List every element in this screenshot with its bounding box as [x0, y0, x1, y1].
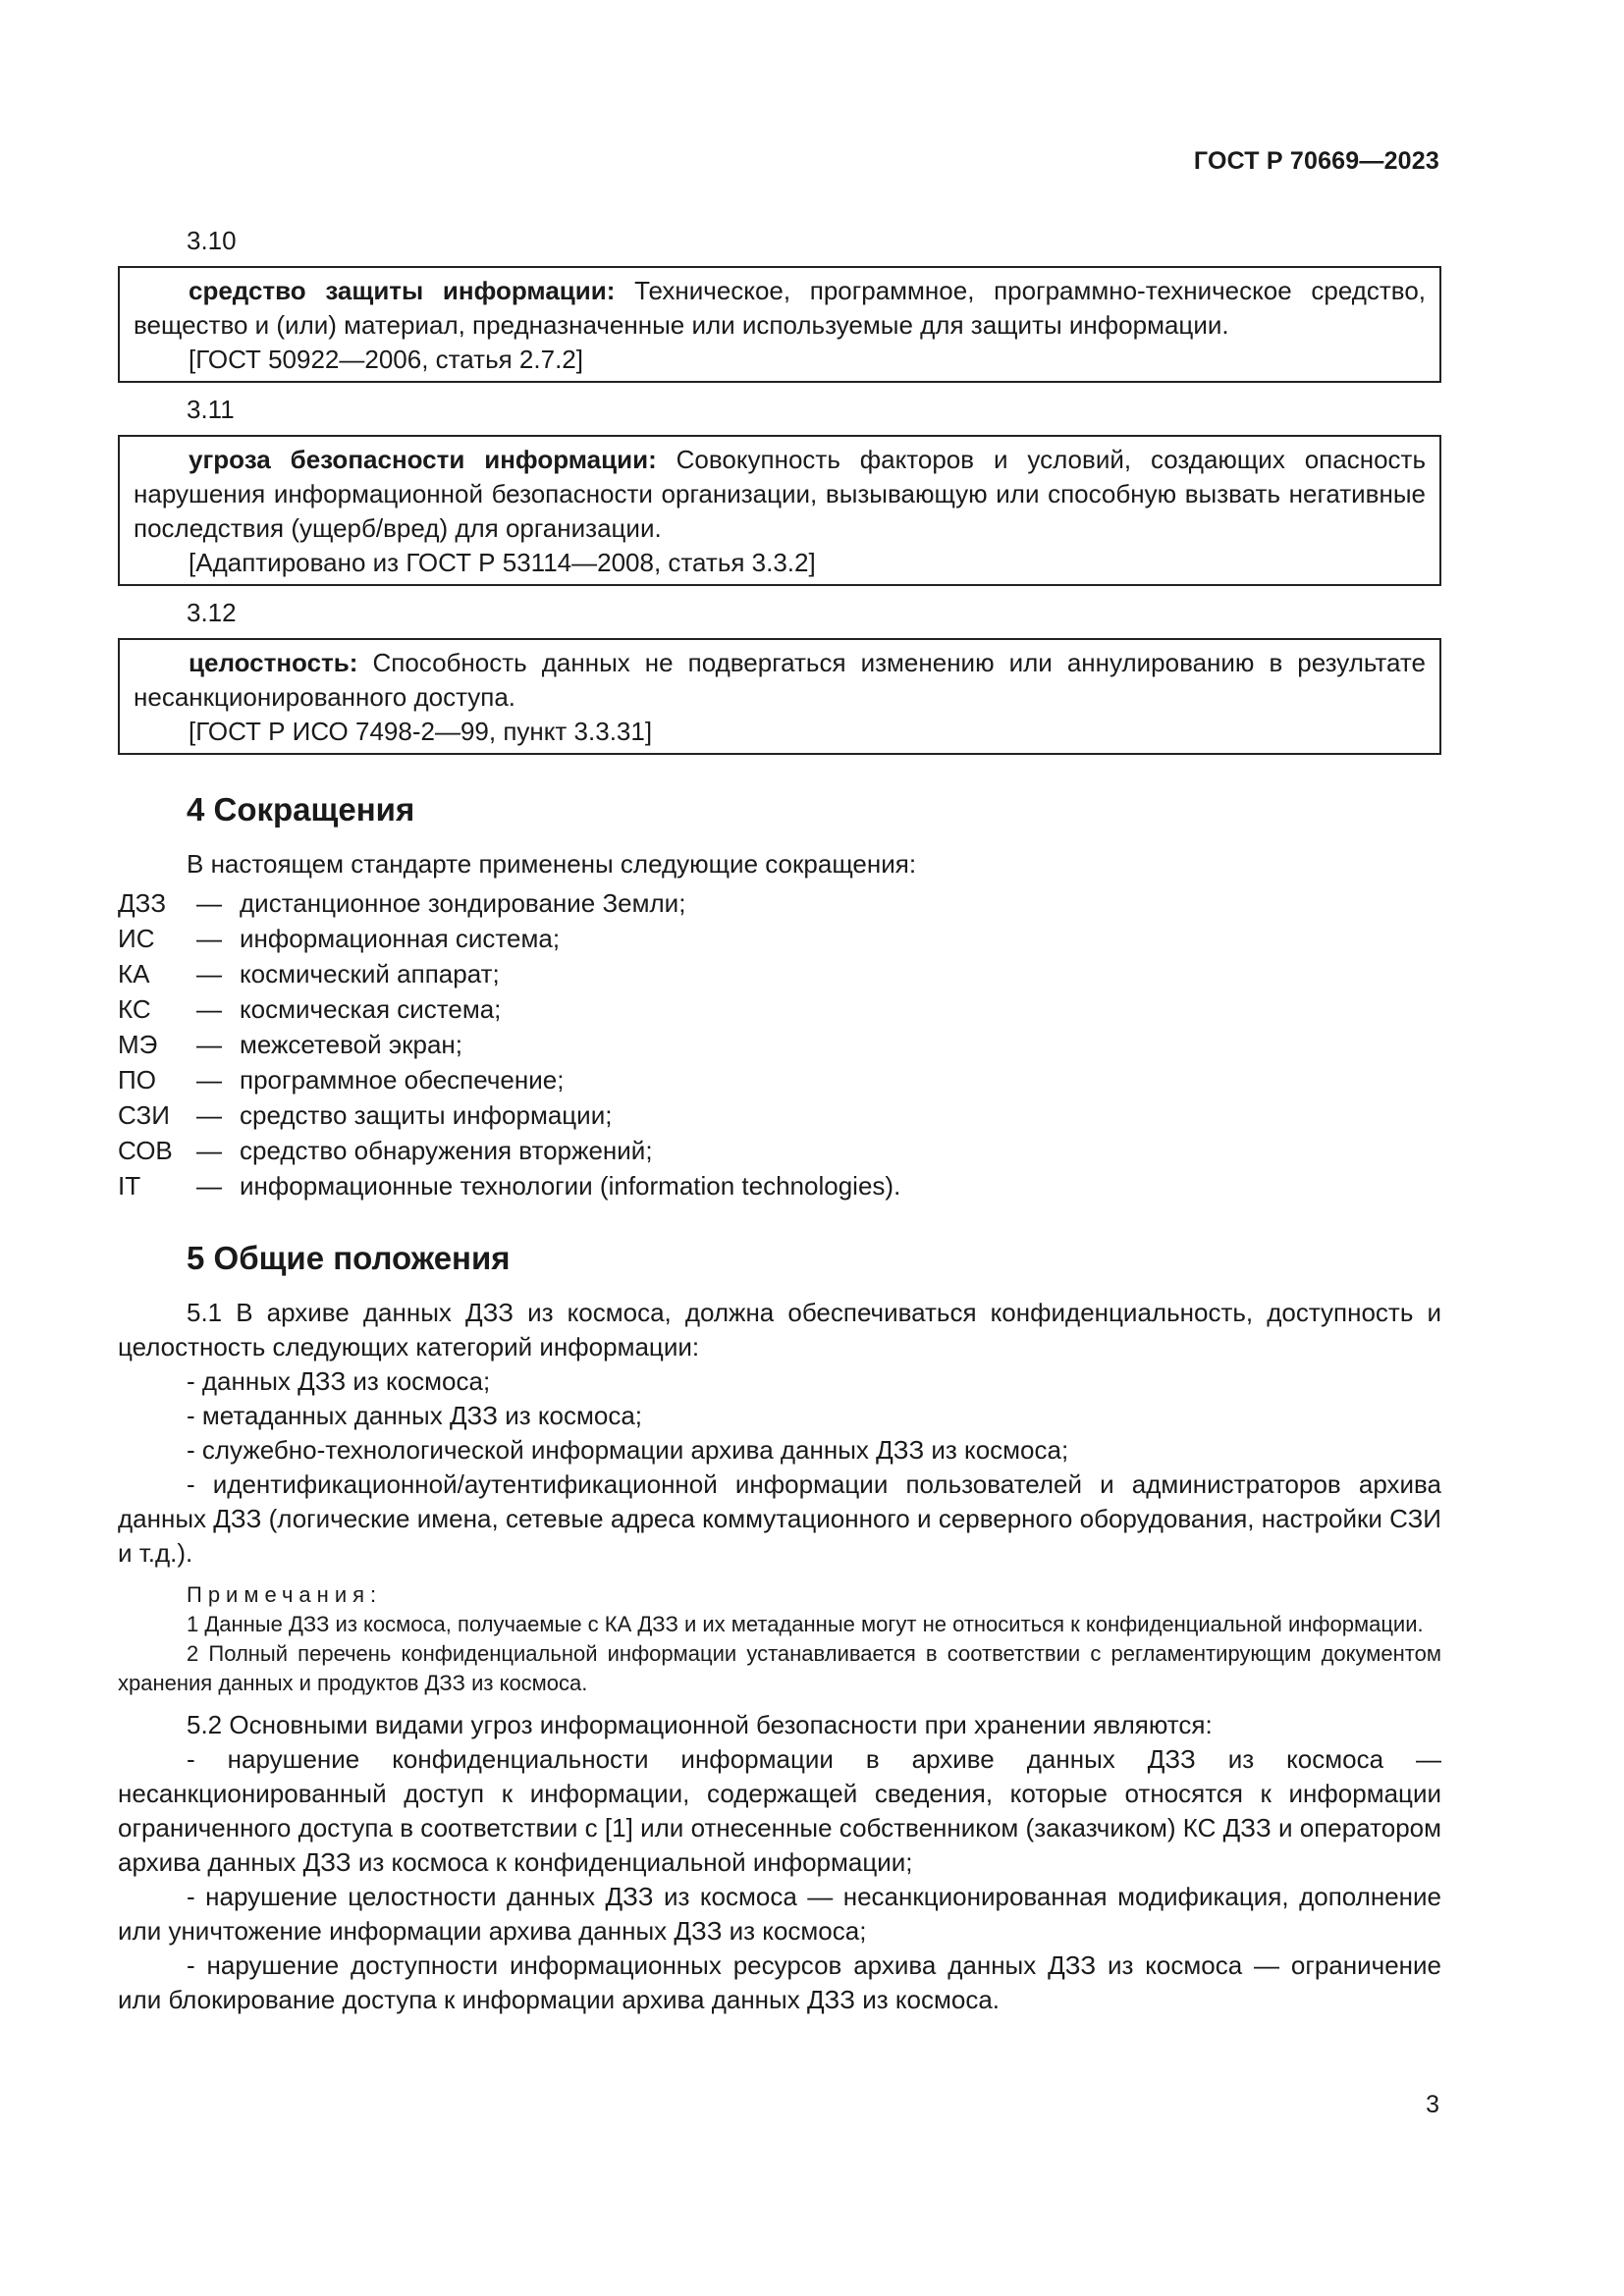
term-number: 3.12	[187, 598, 237, 627]
term-name: угроза безопасности информации:	[189, 445, 657, 474]
paragraph-5-1: 5.1 В архиве данных ДЗЗ из космоса, должна обеспечиваться конфиденциальность, доступность и целостность следующих категорий информации:	[118, 1298, 1441, 1362]
list-item: - служебно-технологической информации архива данных ДЗЗ из космоса;	[187, 1435, 1069, 1465]
paragraph-5-2: 5.2 Основными видами угроз информационной безопасности при хранении являются:	[187, 1710, 1213, 1739]
term-definition: Совокупность факторов и условий, создающих опасность нарушения информационной безопасности организации, вызывающую или способную вызвать негативные последствия (ущерб/вред) для организации.	[134, 445, 1426, 543]
abbreviation-meaning: средство обнаружения вторжений;	[240, 1136, 653, 1165]
abbreviation-dash: —	[196, 994, 222, 1024]
abbreviation-item	[118, 885, 1441, 921]
term-source: [ГОСТ Р ИСО 7498-2—99, пункт 3.3.31]	[189, 717, 653, 746]
section-heading: 5 Общие положения	[187, 1240, 511, 1276]
abbreviation-dash: —	[196, 1171, 222, 1201]
term-name: целостность:	[189, 648, 358, 677]
list-item: - нарушение конфиденциальности информации в архиве данных ДЗЗ из космоса — несанкционированный доступ к информации, содержащей сведения, которые относятся к информации ограниченного доступа в соответствии с [1] или отнесенные собственником (заказчиком) КС ДЗЗ и оператором архива данных ДЗЗ из космоса к конфиденциальной информации;	[118, 1744, 1441, 1877]
term-box	[118, 266, 1441, 383]
abbreviation: ДЗЗ	[118, 888, 167, 918]
document-code-header: ГОСТ Р 70669—2023	[1193, 147, 1439, 175]
abbreviation-meaning: дистанционное зондирование Земли;	[240, 888, 686, 918]
abbreviation-meaning: межсетевой экран;	[240, 1030, 462, 1059]
term-box	[118, 638, 1441, 755]
term-definition: Способность данных не подвергаться изменению или аннулированию в результате несанкционированного доступа.	[134, 648, 1426, 712]
abbreviation-item	[118, 1168, 1441, 1203]
note: 1 Данные ДЗЗ из космоса, получаемые с КА ДЗЗ и их метаданные могут не относиться к конфиденциальной информации.	[187, 1612, 1424, 1636]
abbreviation-dash: —	[196, 924, 222, 953]
abbreviation-item	[118, 921, 1441, 956]
abbreviation-item	[118, 1027, 1441, 1062]
term-definition-line	[134, 646, 1426, 715]
abbreviation-dash: —	[196, 1065, 222, 1095]
list-item: - нарушение целостности данных ДЗЗ из космоса — несанкционированная модификация, дополнение или уничтожение информации архива данных ДЗЗ из космоса;	[118, 1882, 1441, 1946]
term-source: [Адаптировано из ГОСТ Р 53114—2008, статья 3.3.2]	[189, 548, 816, 577]
list-item: - метаданных данных ДЗЗ из космоса;	[187, 1401, 643, 1430]
abbreviation-meaning: космический аппарат;	[240, 959, 500, 988]
abbreviation-item	[118, 956, 1441, 991]
abbreviation: IT	[118, 1171, 141, 1201]
abbreviation: КА	[118, 959, 150, 988]
page-number: 3	[1426, 2091, 1439, 2118]
abbreviation-item	[118, 991, 1441, 1027]
abbreviation-dash: —	[196, 1136, 222, 1165]
page-content	[118, 224, 1441, 2017]
list-item: - данных ДЗЗ из космоса;	[187, 1366, 491, 1396]
term-box	[118, 435, 1441, 586]
abbreviation: СОВ	[118, 1136, 173, 1165]
abbreviation-item	[118, 1062, 1441, 1097]
abbreviation-meaning: информационная система;	[240, 924, 561, 953]
abbreviation-item	[118, 1133, 1441, 1168]
abbreviation: ПО	[118, 1065, 156, 1095]
abbreviation-item	[118, 1097, 1441, 1133]
abbreviation: СЗИ	[118, 1100, 170, 1130]
note: 2 Полный перечень конфиденциальной информации устанавливается в соответствии с регламентирующим документом хранения данных и продуктов ДЗЗ из космоса.	[118, 1641, 1441, 1695]
term-definition-line	[134, 443, 1426, 546]
abbreviation: МЭ	[118, 1030, 158, 1059]
section-intro: В настоящем стандарте применены следующие сокращения:	[187, 849, 917, 879]
abbreviation-dash: —	[196, 1100, 222, 1130]
abbreviation-dash: —	[196, 959, 222, 988]
abbreviation-dash: —	[196, 888, 222, 918]
abbreviation-meaning: средство защиты информации;	[240, 1100, 613, 1130]
abbreviation: КС	[118, 994, 151, 1024]
term-source: [ГОСТ 50922—2006, статья 2.7.2]	[189, 345, 583, 374]
term-number: 3.11	[187, 395, 235, 424]
abbreviation-list	[118, 885, 1441, 1203]
list-item: - нарушение доступности информационных ресурсов архива данных ДЗЗ из космоса — ограничение или блокирование доступа к информации архива данных ДЗЗ из космоса.	[118, 1950, 1441, 2014]
term-number: 3.10	[187, 226, 237, 255]
abbreviation-dash: —	[196, 1030, 222, 1059]
abbreviation-meaning: программное обеспечение;	[240, 1065, 565, 1095]
notes-title: Примечания:	[187, 1582, 383, 1607]
abbreviation-meaning: информационные технологии (information technologies).	[240, 1171, 901, 1201]
term-definition: Техническое, программное, программно-техническое средство, вещество и (или) материал, предназначенные или используемые для защиты информации.	[134, 276, 1426, 340]
list-item: - идентификационной/аутентификационной информации пользователей и администраторов архива данных ДЗЗ (логические имена, сетевые адреса коммутационного и серверного оборудования, настройки СЗИ и т.д.).	[118, 1469, 1441, 1568]
abbreviation: ИС	[118, 924, 155, 953]
term-name: средство защиты информации:	[189, 276, 616, 305]
section-heading: 4 Сокращения	[187, 791, 415, 828]
term-definition-line	[134, 274, 1426, 343]
abbreviation-meaning: космическая система;	[240, 994, 502, 1024]
